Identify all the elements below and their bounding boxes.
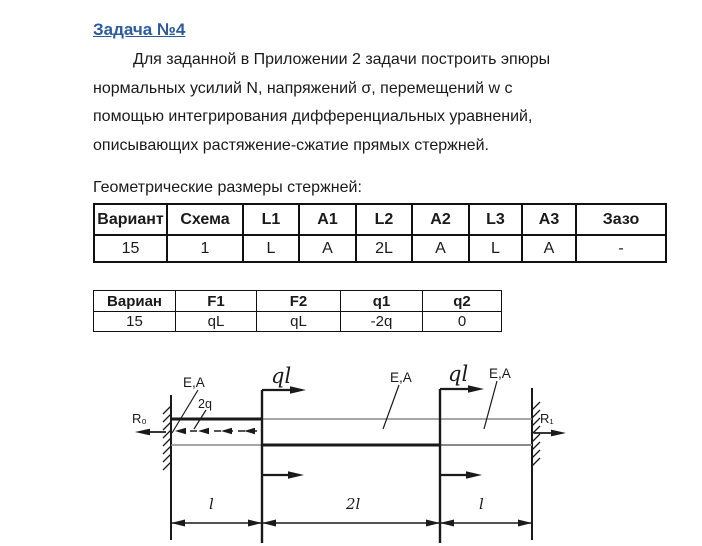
geometry-cell: 15 <box>94 235 167 262</box>
dimension-label-left: l <box>209 495 214 513</box>
point-load-label-1: ql <box>271 364 292 388</box>
geometry-cell: L <box>469 235 522 262</box>
reaction-left-arrow <box>135 429 166 436</box>
geometry-col-header: Вариант <box>94 204 167 235</box>
loads-table <box>93 290 502 332</box>
loads-data-row <box>94 312 502 332</box>
geometry-cell: 2L <box>356 235 412 262</box>
fixed-support-right-icon <box>532 388 540 540</box>
loads-col-header: Вариан <box>94 291 176 312</box>
geometry-table <box>93 203 667 263</box>
distributed-load-label: 2q <box>198 397 212 411</box>
intro-paragraph <box>93 46 550 160</box>
loads-col-header: q1 <box>341 291 423 312</box>
stiffness-label-3: E,A <box>489 366 511 381</box>
loads-cell: qL <box>176 312 257 332</box>
loads-cell: 0 <box>423 312 502 332</box>
geometry-col-header: A2 <box>412 204 469 235</box>
geometry-cell: A <box>522 235 576 262</box>
geometry-cell: 1 <box>167 235 243 262</box>
loads-cell: 15 <box>94 312 176 332</box>
loads-col-header: F2 <box>257 291 341 312</box>
geometry-cell: - <box>576 235 666 262</box>
intro-line: описывающих растяжение-сжатие прямых стержней. <box>93 136 489 154</box>
stiffness-leader-line-1 <box>172 390 198 433</box>
dimension-label-middle: 2l <box>346 495 361 513</box>
geometry-col-header: L1 <box>243 204 299 235</box>
dimension-label-right: l <box>479 495 484 513</box>
point-load-label-2: ql <box>448 362 469 386</box>
geometry-header-row <box>94 204 666 235</box>
geometry-col-header: A3 <box>522 204 576 235</box>
reaction-left-label: R₀ <box>132 411 147 426</box>
fixed-support-left-icon <box>163 395 171 540</box>
reaction-right-label: R₁ <box>540 411 554 426</box>
point-load-arrow-2 <box>440 385 484 478</box>
rod-scheme-diagram <box>0 340 702 546</box>
stiffness-leader-line-3 <box>484 381 497 429</box>
section-label: Геометрические размеры стержней: <box>93 179 362 196</box>
geometry-data-row <box>94 235 666 262</box>
loads-cell: qL <box>257 312 341 332</box>
dimension-line <box>171 520 532 527</box>
stiffness-leader-line-2 <box>383 385 399 429</box>
stiffness-label-1: E,A <box>183 375 205 390</box>
geometry-cell: L <box>243 235 299 262</box>
distributed-load-arrows <box>175 428 258 434</box>
geometry-col-header: L2 <box>356 204 412 235</box>
intro-line: нормальных усилий N, напряжений σ, перемещений w с <box>93 79 513 97</box>
loads-col-header: q2 <box>423 291 502 312</box>
geometry-col-header: A1 <box>299 204 356 235</box>
point-load-arrow-1 <box>262 386 306 478</box>
loads-cell: -2q <box>341 312 423 332</box>
stiffness-label-2: E,A <box>390 370 412 385</box>
geometry-col-header: L3 <box>469 204 522 235</box>
loads-header-row <box>94 291 502 312</box>
geometry-col-header: Схема <box>167 204 243 235</box>
page-title: Задача №4 <box>93 20 186 39</box>
intro-line: помощью интегрирования дифференциальных уравнений, <box>93 108 533 125</box>
geometry-col-header: Зазо <box>576 204 666 235</box>
geometry-cell: A <box>412 235 469 262</box>
geometry-cell: A <box>299 235 356 262</box>
intro-line: Для заданной в Приложении 2 задачи построить эпюры <box>133 51 551 68</box>
loads-col-header: F1 <box>176 291 257 312</box>
